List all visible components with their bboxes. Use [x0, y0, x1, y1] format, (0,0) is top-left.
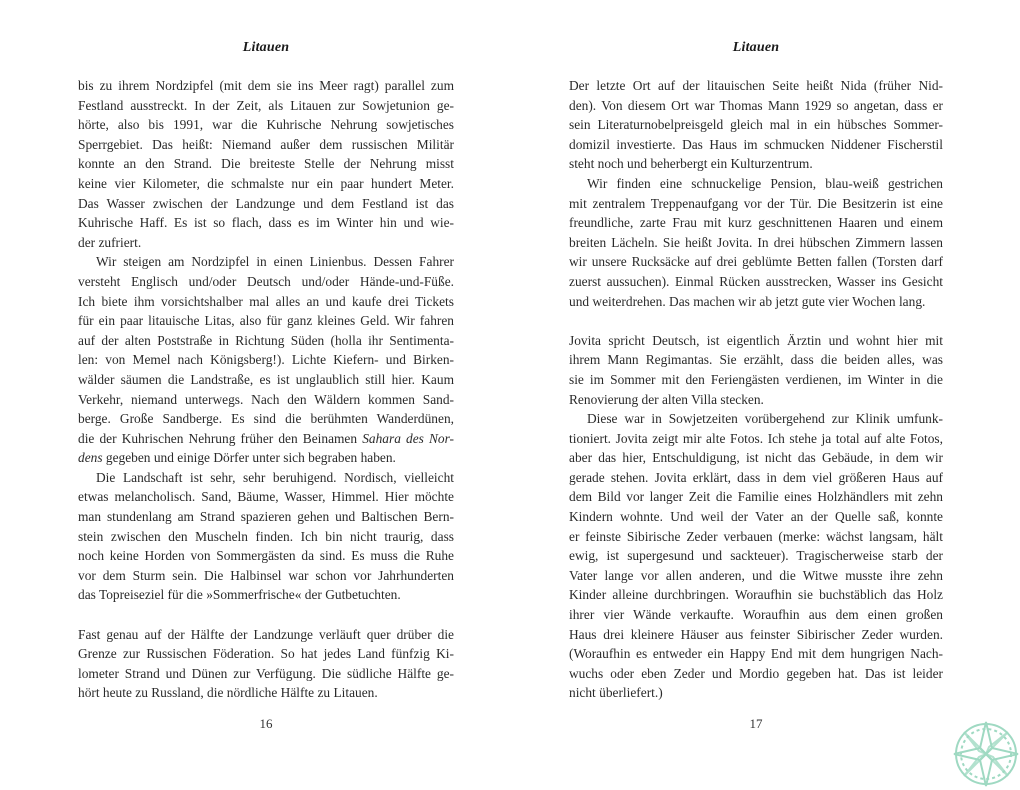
line-text: Das Wasser zwischen der Landzunge und dem Festland ist das	[78, 195, 454, 211]
text-line	[78, 409, 454, 429]
compass-rose-icon	[950, 718, 1020, 790]
line-text: wälder säumen die Landstraße, es ist unglaublich still hier. Kaum	[78, 371, 454, 387]
text-line	[78, 487, 454, 507]
text-line	[569, 370, 943, 390]
text-line	[569, 174, 943, 194]
text-line	[569, 213, 943, 233]
line-text: ihrer vier Wände verkaufte. Woraufhin aus dem einen großen	[569, 607, 943, 623]
line-text: versteht Englisch und/oder Deutsch und/oder Hände-und-Füße.	[78, 273, 454, 289]
text-line	[78, 527, 454, 547]
paragraph-gap	[78, 605, 454, 625]
text-line	[569, 429, 943, 449]
text-line	[78, 507, 454, 527]
line-text: wir unsere Rucksäcke auf drei geblümte Betten fallen (Torsten darf	[569, 254, 943, 270]
text-line	[569, 585, 943, 605]
line-text: er feinste Sibirische Zeder verbauen (merke: wächst langsam, hält	[569, 528, 943, 544]
line-text: hört heute zu Russland, die nördliche Hälfte zu Litauen.	[78, 685, 378, 701]
line-text: aber das hier, Entschuldigung, ist nicht das Gebäude, in dem wir	[569, 450, 943, 466]
text-line	[78, 252, 454, 272]
text-line	[569, 664, 943, 684]
text-line	[569, 546, 943, 566]
line-text: tioniert. Jovita zeigt mir alte Fotos. Ich stehe ja total auf alte Fotos,	[569, 430, 943, 446]
line-text: etwas melancholisch. Sand, Bäume, Wasser, Himmel. Hier möchte	[78, 489, 454, 505]
line-text: sie im Sommer mit den Feriengästen verdienen, im Winter in die	[569, 371, 943, 387]
left-page	[78, 0, 454, 788]
line-text: berge. Große Sandberge. Es sind die berühmten Wanderdünen,	[78, 411, 454, 427]
text-line	[78, 213, 454, 233]
line-text: vor dem Sturm sein. Die Halbinsel war schon vor Jahrhunderten	[78, 567, 454, 583]
text-line	[78, 350, 454, 370]
text-line	[569, 507, 943, 527]
line-text: auf der alten Poststraße in Richtung Süden (holla ihr Sentimenta-	[78, 332, 454, 348]
line-text: Kindern wohnte. Und weil der Vater an der Quelle saß, konnte	[569, 509, 943, 525]
line-text: (Woraufhin es entweder ein Happy End mit dem hungrigen Nach-	[569, 646, 943, 662]
line-text: Der letzte Ort auf der litauischen Seite heißt Nida (früher Nid-	[569, 78, 943, 93]
line-text: Festland ausstreckt. In der Zeit, als Litauen zur Sowjetunion ge-	[78, 97, 454, 113]
text-line	[78, 115, 454, 135]
page-number-left: 16	[259, 716, 273, 731]
text-line	[569, 605, 943, 625]
body-text-right	[569, 76, 943, 703]
text-line	[78, 154, 454, 174]
text-line	[78, 370, 454, 390]
line-text: gerade stehen. Jovita erklärt, dass in dem viel größeren Haus auf	[569, 469, 943, 485]
text-line	[78, 566, 454, 586]
text-line	[569, 252, 943, 272]
line-text: ewig, ist supergesund und sackteuer). Tragischerweise starb der	[569, 548, 943, 564]
text-line	[569, 292, 943, 312]
line-text: gegeben und einige Dörfer unter sich begraben haben.	[102, 450, 396, 466]
line-text: len: von Memel nach Königsberg!). Lichte Kiefern- und Birken-	[78, 352, 454, 368]
text-line	[78, 546, 454, 566]
line-text: Diese war in Sowjetzeiten vorübergehend zur Klinik umfunk-	[587, 411, 943, 427]
text-line	[569, 625, 943, 645]
text-line	[78, 585, 454, 605]
text-line	[78, 194, 454, 214]
running-header-right: Litauen	[732, 40, 780, 55]
text-line	[569, 233, 943, 253]
line-text: lometer Strand und Dünen zur Verfügung. Die südliche Hälfte ge-	[78, 665, 454, 681]
text-line	[78, 292, 454, 312]
line-text: sein Literaturnobelpreisgeld gleich mal in ein hübsches Sommer-	[569, 117, 943, 133]
text-line	[78, 468, 454, 488]
body-text-left	[78, 76, 454, 703]
line-text: dem Bild vor langer Zeit die Familie eines Holzhändlers mit zehn	[569, 489, 943, 505]
text-line	[569, 390, 943, 410]
text-line	[78, 390, 454, 410]
text-line	[569, 409, 943, 429]
paragraph-gap	[569, 311, 943, 331]
line-text: Die Landschaft ist sehr, sehr beruhigend. Nordisch, vielleicht	[96, 469, 454, 485]
line-text: Jovita spricht Deutsch, ist eigentlich Ärztin und wohnt hier mit	[569, 332, 943, 348]
text-line	[78, 135, 454, 155]
line-text: mit zentralem Treppenaufgang vor der Tür. Die Besitzerin ist eine	[569, 195, 943, 211]
line-text: ihrem Mann Regimantas. Sie erzählt, dass die beiden alles, was	[569, 352, 943, 368]
line-text: den). Von diesem Ort war Thomas Mann 1929 so angetan, dass er	[569, 97, 943, 113]
line-text: Vater lange vor allen anderen, und die Witwe musste ihre zehn	[569, 567, 943, 583]
text-line	[78, 331, 454, 351]
text-line	[569, 487, 943, 507]
text-line	[78, 625, 454, 645]
line-text: keine vier Kilometer, die schmalste nur ein paar hundert Meter.	[78, 175, 454, 191]
text-line	[78, 311, 454, 331]
text-line	[569, 566, 943, 586]
text-line	[569, 468, 943, 488]
page-number-right: 17	[749, 716, 763, 731]
line-text: stein zwischen den Muscheln finden. Ich bin nicht traurig, dass	[78, 528, 454, 544]
text-line	[78, 448, 454, 468]
text-line	[78, 429, 454, 449]
text-line	[569, 194, 943, 214]
line-text: Kinder alleine durchbringen. Woraufhin sie buchstäblich das Holz	[569, 587, 943, 603]
line-text: Grenze zur Russischen Föderation. So hat jedes Land fünfzig Ki-	[78, 646, 454, 662]
line-text: Verkehr, niemand unterwegs. Nach den Wäldern kommen Sand-	[78, 391, 454, 407]
text-line	[569, 135, 943, 155]
line-text: zuerst aussuchen). Einmal Rücken ausstrecken, Wasser ins Gesicht	[569, 273, 943, 289]
text-line	[78, 272, 454, 292]
running-header-left: Litauen	[242, 40, 290, 55]
text-line	[569, 448, 943, 468]
text-line	[78, 174, 454, 194]
line-text: noch keine Horden von Sommergästen da sind. Es muss die Ruhe	[78, 548, 454, 564]
text-line	[569, 350, 943, 370]
text-line	[569, 154, 943, 174]
line-text: Kuhrische Haff. Es ist so flach, dass es im Winter hin und wie-	[78, 215, 454, 231]
line-text: Renovierung der alten Villa stecken.	[569, 391, 764, 407]
line-text: Haus drei kleinere Häuser aus feinster Sibirischer Zeder wurden.	[569, 626, 943, 642]
line-text: das Topreiseziel für die »Sommerfrische« der Gutbetuchten.	[78, 587, 401, 603]
line-text: und weiterdrehen. Das machen wir ab jetzt gute vier Wochen lang.	[569, 293, 926, 309]
line-text: Ich biete ihm vorsichtshalber mal alles an und kaufe drei Tickets	[78, 293, 454, 309]
text-line	[569, 96, 943, 116]
line-text: hörte, also bis 1991, war die Kuhrische Nehrung sowjetisches	[78, 117, 454, 133]
text-line	[78, 233, 454, 253]
text-line	[78, 644, 454, 664]
line-text: die der Kuhrischen Nehrung früher den Beinamen	[78, 430, 363, 446]
line-text: Wir steigen am Nordzipfel in einen Linienbus. Dessen Fahrer	[96, 254, 454, 270]
line-text: nicht überliefert.)	[569, 685, 663, 701]
text-line	[569, 115, 943, 135]
text-line	[569, 527, 943, 547]
text-line	[569, 272, 943, 292]
line-text: Sperrgebiet. Das heißt: Niemand außer dem russischen Militär	[78, 136, 454, 152]
line-text: Wir finden eine schnuckelige Pension, blau-weiß gestrichen	[587, 175, 943, 191]
text-line	[569, 644, 943, 664]
italic-title: Sahara des Nor-	[362, 430, 455, 446]
line-text: bis zu ihrem Nordzipfel (mit dem sie ins Meer ragt) parallel zum	[78, 78, 454, 93]
text-line	[569, 683, 943, 703]
line-text: man stundenlang am Strand spazieren gehen und Baltischen Bern-	[78, 509, 454, 525]
text-line	[78, 683, 454, 703]
text-line	[78, 76, 454, 96]
text-line	[569, 331, 943, 351]
right-page	[569, 0, 943, 788]
line-text: breiten Lächeln. Sie heißt Jovita. In drei hübschen Zimmern lassen	[569, 234, 943, 250]
line-text: Fast genau auf der Hälfte der Landzunge verläuft quer drüber die	[78, 626, 454, 642]
line-text: für ein paar litauische Litas, also für ganz kleines Geld. Wir fahren	[78, 313, 454, 329]
line-text: freundliche, zarte Frau mit kurz geschnittenen Haaren und einem	[569, 215, 943, 231]
text-line	[78, 664, 454, 684]
italic-title: dens	[78, 450, 103, 466]
text-line	[569, 76, 943, 96]
text-line	[78, 96, 454, 116]
line-text: domizil investierte. Das Haus im schmucken Niddener Fischerstil	[569, 136, 943, 152]
line-text: konnte an den Strand. Die breiteste Stelle der Nehrung misst	[78, 156, 454, 172]
line-text: steht noch und beherbergt ein Kulturzentrum.	[569, 156, 813, 172]
line-text: wuchs oder eben Zeder und Mordio gegeben hat. Das ist leider	[569, 665, 943, 681]
line-text: der zufriert.	[78, 234, 142, 250]
